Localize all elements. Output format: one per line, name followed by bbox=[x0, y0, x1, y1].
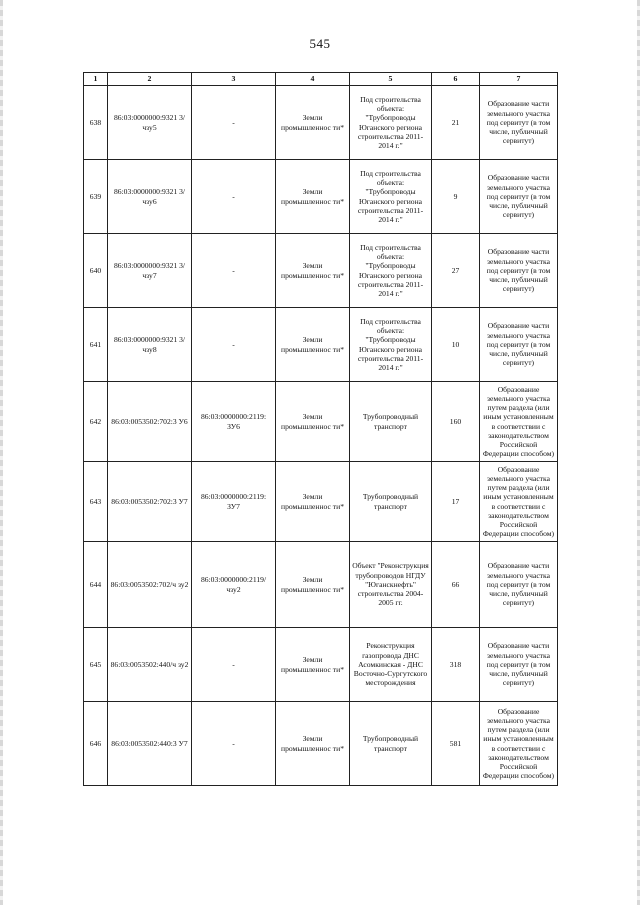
area-value: 66 bbox=[432, 542, 480, 628]
column-header: 1 bbox=[84, 73, 108, 86]
table-body bbox=[84, 86, 558, 786]
row-number: 638 bbox=[84, 86, 108, 160]
area-value: 27 bbox=[432, 234, 480, 308]
parent-cadastral-number: 86:03:0000000:2119/ чзу2 bbox=[192, 542, 276, 628]
column-header: 7 bbox=[480, 73, 558, 86]
table-row bbox=[84, 382, 558, 462]
cadastral-number: 86:03:0053502:702/ч зу2 bbox=[108, 542, 192, 628]
formation-note: Образование части земельного участка под сервитут (в том числе, публичный сервитут) bbox=[480, 160, 558, 234]
formation-note: Образование земельного участка путем раздела (или иным установленным в соответствии с законодательством Российской Федерации способом) bbox=[480, 702, 558, 786]
row-number: 644 bbox=[84, 542, 108, 628]
table-row bbox=[84, 462, 558, 542]
table-row bbox=[84, 160, 558, 234]
row-number: 642 bbox=[84, 382, 108, 462]
permitted-use: Трубопроводный транспорт bbox=[350, 702, 432, 786]
cadastral-number: 86:03:0053502:702:3 У7 bbox=[108, 462, 192, 542]
cadastral-number: 86:03:0053502:440/ч зу2 bbox=[108, 628, 192, 702]
land-category: Земли промышленнос ти* bbox=[276, 160, 350, 234]
scan-edge-left bbox=[0, 0, 3, 905]
column-header: 2 bbox=[108, 73, 192, 86]
column-header: 3 bbox=[192, 73, 276, 86]
land-category: Земли промышленнос ти* bbox=[276, 462, 350, 542]
table-row bbox=[84, 86, 558, 160]
table-row bbox=[84, 542, 558, 628]
table-row bbox=[84, 702, 558, 786]
table-row bbox=[84, 308, 558, 382]
area-value: 9 bbox=[432, 160, 480, 234]
cadastral-number: 86:03:0053502:440:3 У7 bbox=[108, 702, 192, 786]
area-value: 160 bbox=[432, 382, 480, 462]
land-category: Земли промышленнос ти* bbox=[276, 308, 350, 382]
header-row bbox=[84, 73, 558, 86]
permitted-use: Реконструкция газопровода ДНС Асомкинская - ДНС Восточно-Сургутского месторождения bbox=[350, 628, 432, 702]
row-number: 646 bbox=[84, 702, 108, 786]
land-category: Земли промышленнос ти* bbox=[276, 628, 350, 702]
permitted-use: Под строительства объекта: "Трубопроводы Юганского региона строительства 2011-2014 г." bbox=[350, 308, 432, 382]
row-number: 641 bbox=[84, 308, 108, 382]
column-header: 6 bbox=[432, 73, 480, 86]
parent-cadastral-number: - bbox=[192, 702, 276, 786]
formation-note: Образование земельного участка путем раздела (или иным установленным в соответствии с законодательством Российской Федерации способом) bbox=[480, 462, 558, 542]
area-value: 10 bbox=[432, 308, 480, 382]
area-value: 318 bbox=[432, 628, 480, 702]
column-header: 4 bbox=[276, 73, 350, 86]
parent-cadastral-number: - bbox=[192, 234, 276, 308]
table-row bbox=[84, 234, 558, 308]
table-row bbox=[84, 628, 558, 702]
land-category: Земли промышленнос ти* bbox=[276, 86, 350, 160]
area-value: 581 bbox=[432, 702, 480, 786]
formation-note: Образование земельного участка путем раздела (или иным установленным в соответствии с законодательством Российской Федерации способом) bbox=[480, 382, 558, 462]
area-value: 21 bbox=[432, 86, 480, 160]
row-number: 640 bbox=[84, 234, 108, 308]
formation-note: Образование части земельного участка под сервитут (в том числе, публичный сервитут) bbox=[480, 234, 558, 308]
permitted-use: Трубопроводный транспорт bbox=[350, 462, 432, 542]
permitted-use: Под строительства объекта: "Трубопроводы Юганского региона строительства 2011-2014 г." bbox=[350, 86, 432, 160]
permitted-use: Под строительства объекта: "Трубопроводы Юганского региона строительства 2011-2014 г." bbox=[350, 234, 432, 308]
cadastral-number: 86:03:0000000:9321 3/чзу7 bbox=[108, 234, 192, 308]
formation-note: Образование части земельного участка под сервитут (в том числе, публичный сервитут) bbox=[480, 542, 558, 628]
row-number: 639 bbox=[84, 160, 108, 234]
area-value: 17 bbox=[432, 462, 480, 542]
land-category: Земли промышленнос ти* bbox=[276, 382, 350, 462]
table-header bbox=[84, 73, 558, 86]
formation-note: Образование части земельного участка под сервитут (в том числе, публичный сервитут) bbox=[480, 86, 558, 160]
column-header: 5 bbox=[350, 73, 432, 86]
land-category: Земли промышленнос ти* bbox=[276, 234, 350, 308]
cadastral-number: 86:03:0053502:702:3 У6 bbox=[108, 382, 192, 462]
parent-cadastral-number: - bbox=[192, 308, 276, 382]
row-number: 645 bbox=[84, 628, 108, 702]
row-number: 643 bbox=[84, 462, 108, 542]
page-number: 545 bbox=[309, 36, 331, 51]
land-registry-table bbox=[83, 72, 558, 786]
parent-cadastral-number: - bbox=[192, 160, 276, 234]
parent-cadastral-number: - bbox=[192, 628, 276, 702]
formation-note: Образование части земельного участка под сервитут (в том числе, публичный сервитут) bbox=[480, 628, 558, 702]
formation-note: Образование части земельного участка под сервитут (в том числе, публичный сервитут) bbox=[480, 308, 558, 382]
land-category: Земли промышленнос ти* bbox=[276, 702, 350, 786]
parent-cadastral-number: - bbox=[192, 86, 276, 160]
parent-cadastral-number: 86:03:0000000:2119: ЗУ7 bbox=[192, 462, 276, 542]
cadastral-number: 86:03:0000000:9321 3/чзу6 bbox=[108, 160, 192, 234]
cadastral-number: 86:03:0000000:9321 3/чзу8 bbox=[108, 308, 192, 382]
permitted-use: Под строительства объекта: "Трубопроводы Юганского региона строительства 2011-2014 г." bbox=[350, 160, 432, 234]
permitted-use: Трубопроводный транспорт bbox=[350, 382, 432, 462]
land-category: Земли промышленнос ти* bbox=[276, 542, 350, 628]
cadastral-number: 86:03:0000000:9321 3/чзу5 bbox=[108, 86, 192, 160]
permitted-use: Объект "Реконструкция трубопроводов НГДУ "Юганскнефть" строительства 2004-2005 гг. bbox=[350, 542, 432, 628]
parent-cadastral-number: 86:03:0000000:2119: ЗУ6 bbox=[192, 382, 276, 462]
